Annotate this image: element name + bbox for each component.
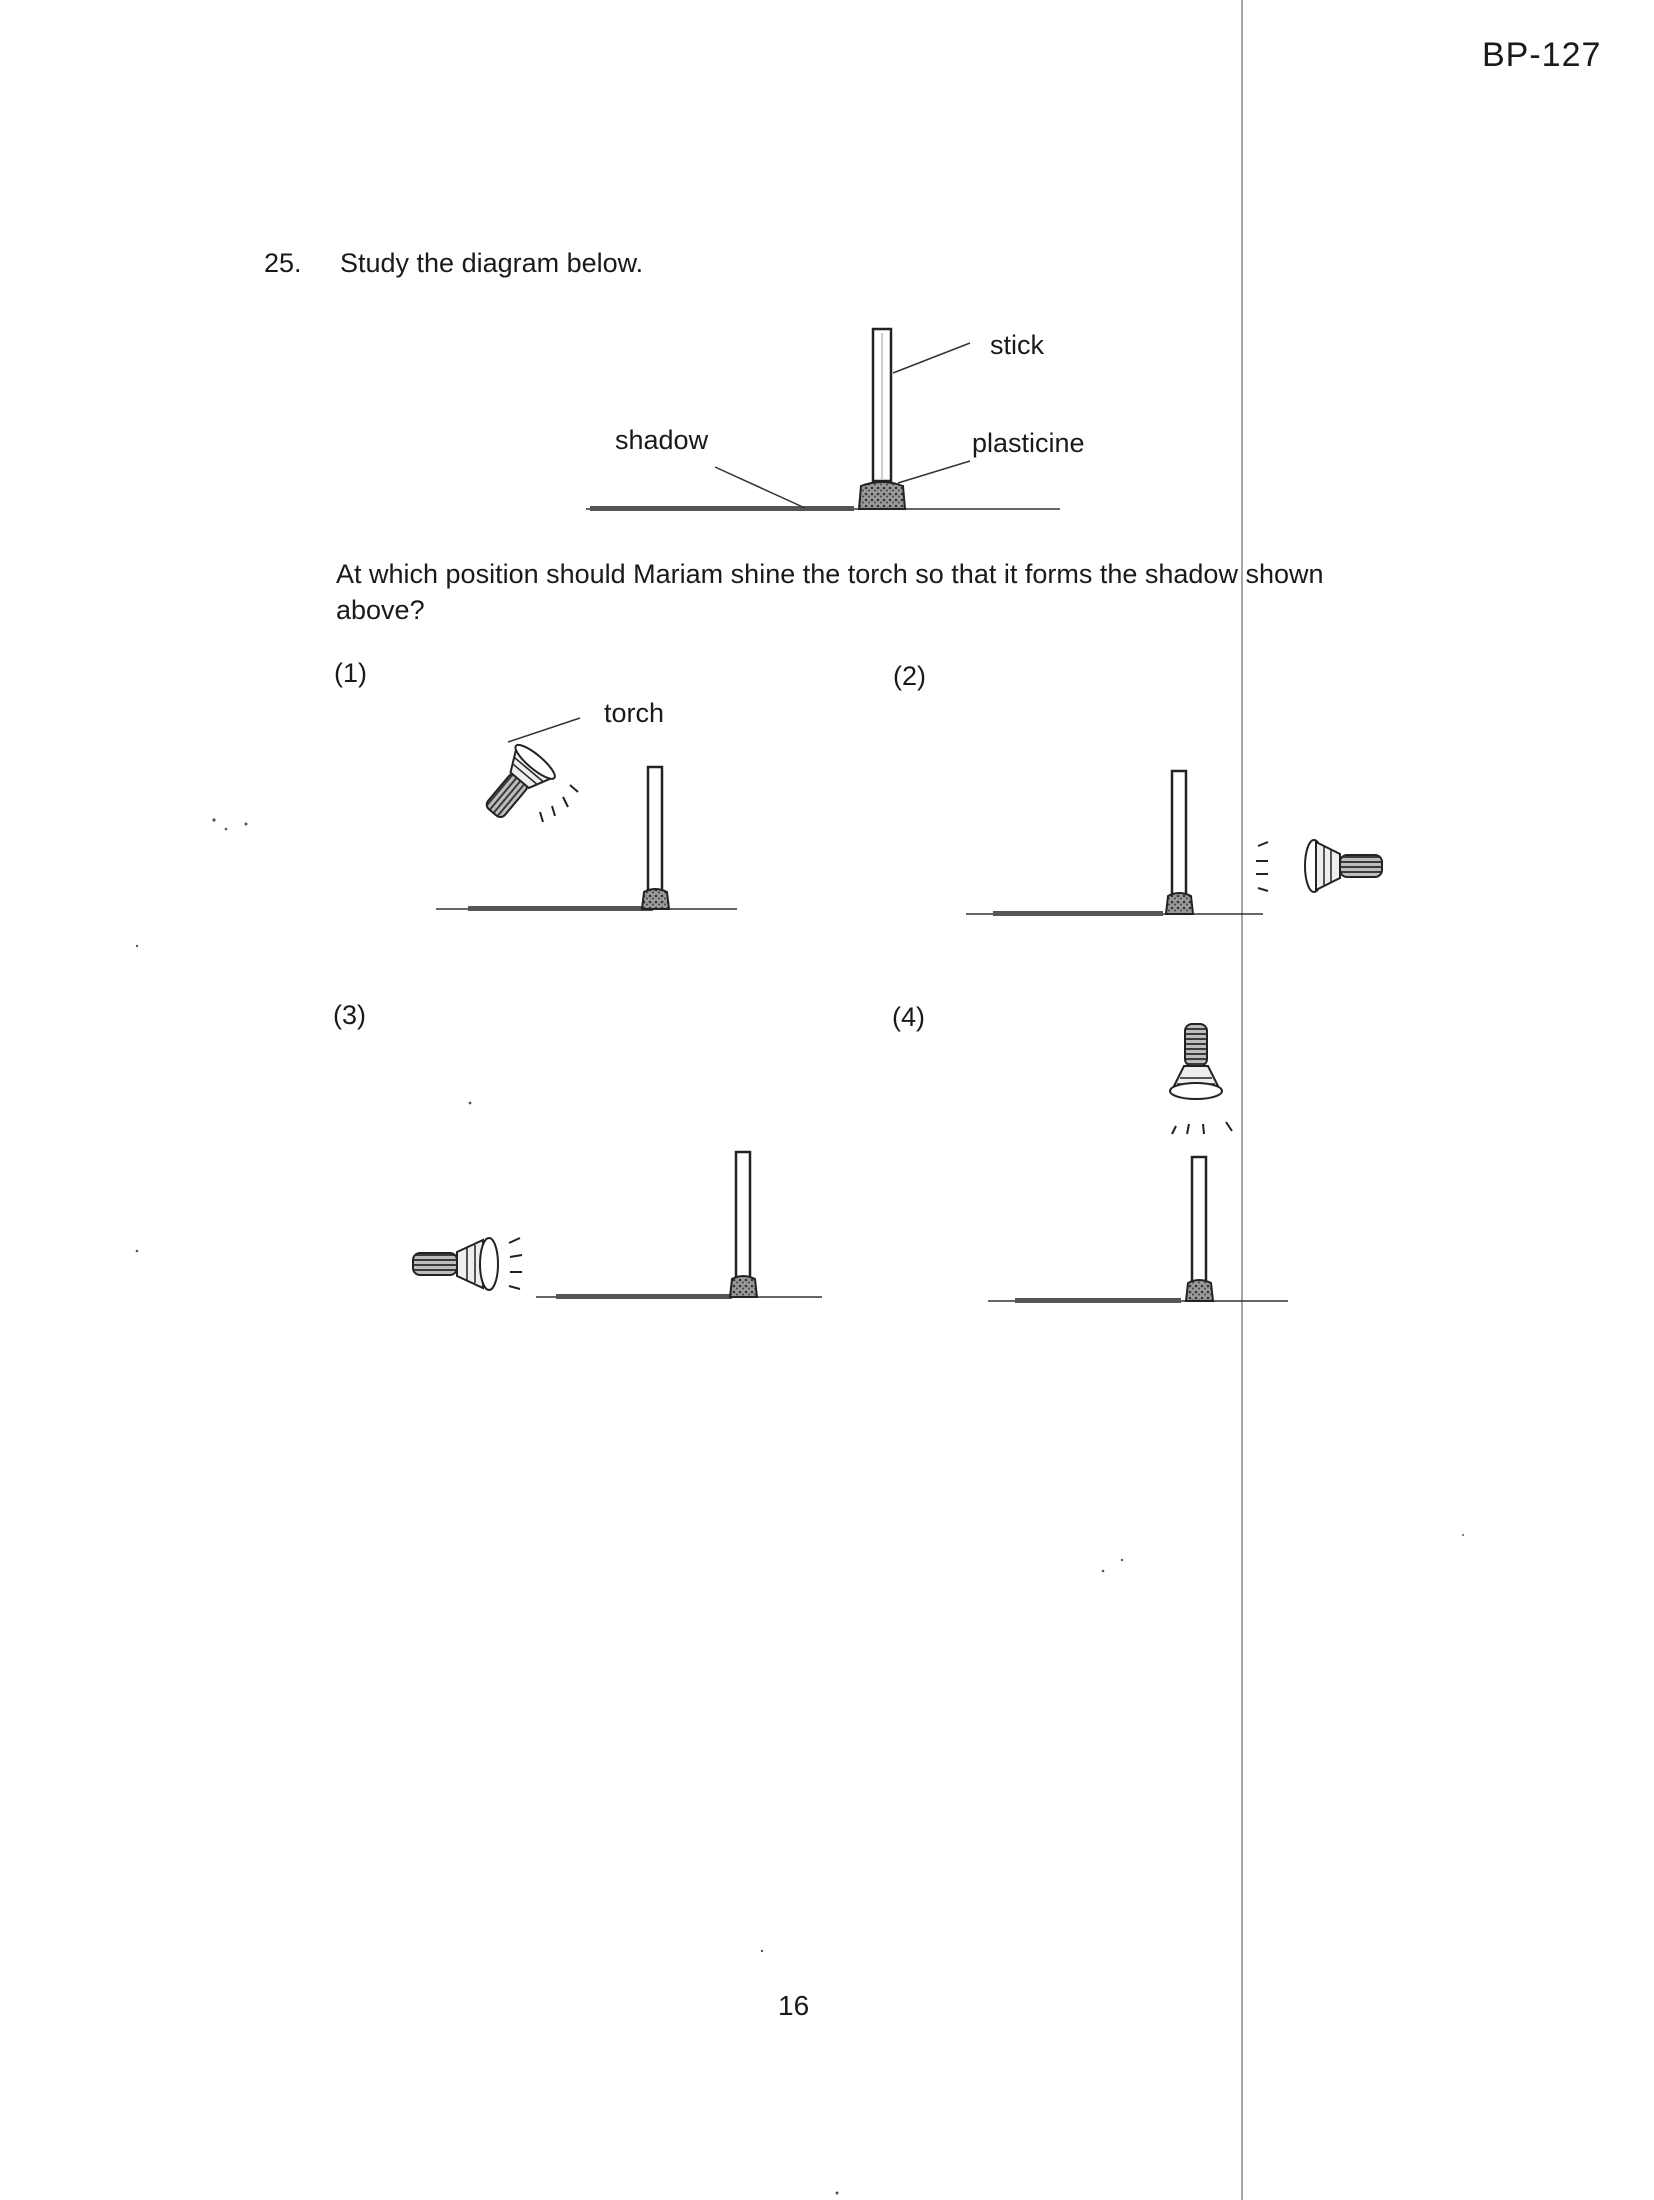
option-4-label: (4) [892, 1002, 925, 1032]
option-2-label: (2) [893, 661, 926, 691]
option-2-torch [1305, 840, 1382, 892]
option-3-torch [413, 1238, 498, 1290]
scan-specks [136, 818, 1464, 2194]
option-2-light-rays [1256, 842, 1268, 891]
option-4-light-rays [1172, 1122, 1232, 1134]
question-instruction: Study the diagram below. [340, 248, 644, 278]
option-1-diagram [436, 698, 737, 911]
shadow [590, 506, 854, 511]
question-prompt: At which position should Mariam shine the torch so that it forms the shadow shown above? [336, 559, 1324, 625]
plasticine-leader-line [898, 461, 970, 483]
option-1-torch [474, 740, 559, 828]
option-2-shadow [993, 911, 1163, 916]
page-code: BP-127 [1482, 36, 1602, 74]
option-3-stick [736, 1152, 750, 1281]
stick-label: stick [990, 330, 1044, 360]
plasticine [859, 482, 905, 509]
plasticine-label: plasticine [972, 428, 1085, 458]
stick-leader-line [893, 343, 970, 373]
option-3-shadow [556, 1294, 732, 1299]
option-4-torch [1170, 1024, 1222, 1099]
option-4-stick [1192, 1157, 1206, 1285]
torch-label: torch [604, 698, 665, 728]
option-2-stick [1172, 771, 1186, 897]
option-1-stick [648, 767, 662, 895]
question-number: 25. [264, 248, 302, 278]
option-1-shadow [468, 906, 653, 911]
option-4-diagram [988, 1024, 1288, 1303]
option-3-label: (3) [333, 1000, 366, 1030]
option-1-light-rays [540, 785, 578, 822]
option-3-light-rays [509, 1238, 522, 1289]
page-number: 16 [778, 1990, 810, 2021]
main-diagram [586, 329, 1085, 511]
option-2-diagram [966, 771, 1382, 916]
shadow-label: shadow [615, 425, 709, 455]
option-4-shadow [1015, 1298, 1181, 1303]
option-3-diagram [413, 1152, 822, 1299]
torch-leader-line [508, 718, 580, 742]
option-1-label: (1) [334, 658, 367, 688]
shadow-leader-line [715, 467, 805, 508]
